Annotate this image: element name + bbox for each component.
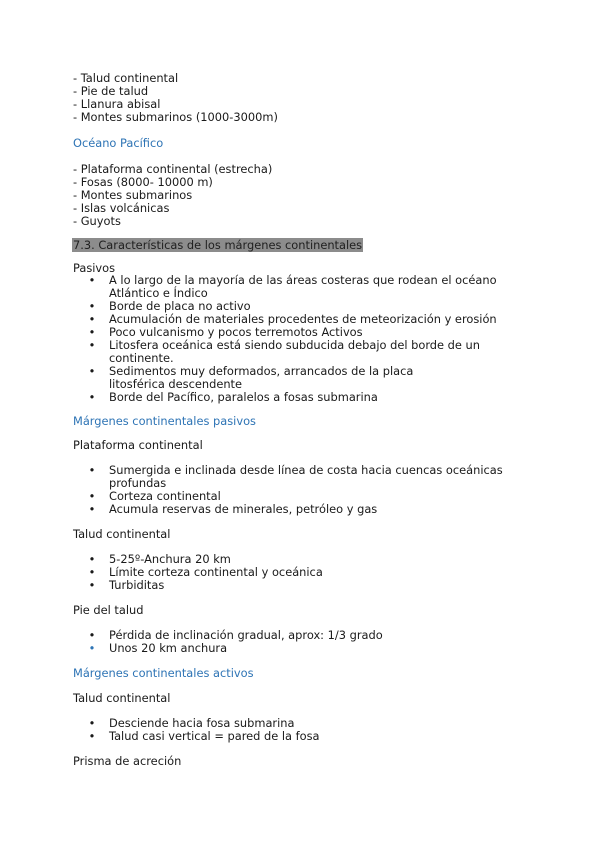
bullet: • bbox=[88, 641, 96, 655]
pie-label: Pie del talud bbox=[73, 603, 144, 617]
list-item: Corteza continental bbox=[109, 489, 221, 503]
talud-activo-label: Talud continental bbox=[73, 691, 171, 705]
pacific-list-item: - Islas volcánicas bbox=[73, 201, 170, 215]
atlantic-list-item: - Montes submarinos (1000-3000m) bbox=[73, 110, 278, 124]
passive-margins-heading: Márgenes continentales pasivos bbox=[73, 414, 256, 428]
list-item: Turbiditas bbox=[109, 578, 165, 592]
list-item: Talud casi vertical = pared de la fosa bbox=[109, 729, 320, 743]
pacific-list-item: - Plataforma continental (estrecha) bbox=[73, 162, 273, 176]
bullet: • bbox=[88, 578, 96, 592]
list-item: Sedimentos muy deformados, arrancados de la placa litosférica descendente bbox=[109, 364, 414, 391]
atlantic-list-item: - Llanura abisal bbox=[73, 97, 161, 111]
bullet: • bbox=[88, 390, 96, 404]
list-item: Litosfera oceánica está siendo subducida debajo del borde de un continente. bbox=[109, 338, 480, 365]
list-item: Borde del Pacífico, paralelos a fosas submarina bbox=[109, 390, 378, 404]
list-item: Sumergida e inclinada desde línea de costa hacia cuencas oceánicas profundas bbox=[109, 463, 503, 490]
pasivos-label: Pasivos bbox=[73, 261, 116, 275]
list-item: Límite corteza continental y oceánica bbox=[109, 565, 323, 579]
list-item: A lo largo de la mayoría de las áreas costeras que rodean el océano Atlántico e Índico bbox=[109, 273, 497, 300]
atlantic-list-item: - Pie de talud bbox=[73, 84, 149, 98]
pacific-list-item: - Fosas (8000- 10000 m) bbox=[73, 175, 213, 189]
bullet: • bbox=[88, 312, 96, 326]
bullet: • bbox=[88, 502, 96, 516]
bullet: • bbox=[88, 565, 96, 579]
pacific-list-item: - Guyots bbox=[73, 214, 121, 228]
bullet: • bbox=[88, 463, 96, 477]
bullet: • bbox=[88, 325, 96, 339]
bullet: • bbox=[88, 299, 96, 313]
list-item: 5-25º-Anchura 20 km bbox=[109, 552, 231, 566]
plataforma-label: Plataforma continental bbox=[73, 438, 203, 452]
list-item: Poco vulcanismo y pocos terremotos Activos bbox=[109, 325, 363, 339]
prisma-label: Prisma de acreción bbox=[73, 754, 182, 768]
list-item: Acumulación de materiales procedentes de meteorización y erosión bbox=[109, 312, 497, 326]
section-heading bbox=[72, 239, 363, 252]
bullet: • bbox=[88, 716, 96, 730]
atlantic-list-item: - Talud continental bbox=[73, 71, 179, 85]
bullet: • bbox=[88, 273, 96, 287]
bullet: • bbox=[88, 489, 96, 503]
list-item: Pérdida de inclinación gradual, aprox: 1/3 grado bbox=[109, 628, 383, 642]
list-item: Borde de placa no activo bbox=[109, 299, 251, 313]
pacific-heading: Océano Pacífico bbox=[73, 136, 164, 150]
active-margins-heading: Márgenes continentales activos bbox=[73, 666, 254, 680]
list-item: Unos 20 km anchura bbox=[109, 641, 228, 655]
bullet: • bbox=[88, 338, 96, 352]
section-heading-text: 7.3. Características de los márgenes continentales bbox=[73, 238, 363, 252]
bullet: • bbox=[88, 729, 96, 743]
pacific-list-item: - Montes submarinos bbox=[73, 188, 193, 202]
bullet: • bbox=[88, 552, 96, 566]
list-item: Acumula reservas de minerales, petróleo y gas bbox=[109, 502, 378, 516]
bullet: • bbox=[88, 628, 96, 642]
bullet: • bbox=[88, 364, 96, 378]
list-item: Desciende hacia fosa submarina bbox=[109, 716, 295, 730]
talud-label: Talud continental bbox=[73, 527, 171, 541]
